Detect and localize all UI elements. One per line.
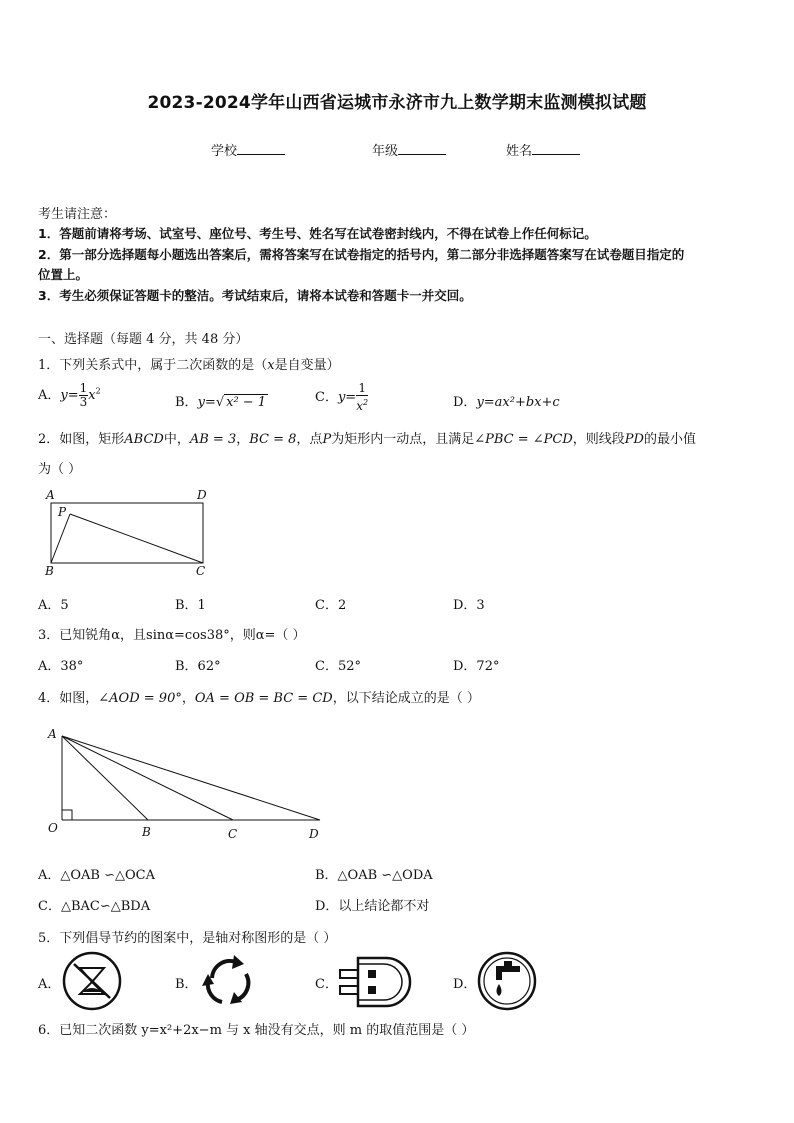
q5-option-a-hourglass-icon[interactable] xyxy=(60,950,124,1012)
q1-c-y: y= xyxy=(337,390,357,405)
q2-option-a[interactable]: A．5 xyxy=(38,598,69,613)
q4-pre: 4．如图， xyxy=(38,691,99,706)
q4-segment-ab xyxy=(62,736,148,820)
q1-stem-post: 是自变量） xyxy=(274,358,340,373)
q4-option-b[interactable]: B．△OAB ∽△ODA xyxy=(315,868,433,883)
q3-stem: 3．已知锐角α，且sinα=cos38°，则α=（ ） xyxy=(38,628,306,643)
q1-b-label: B． xyxy=(175,395,198,410)
q4-right-angle-mark xyxy=(62,810,72,820)
q4-post: ，以下结论成立的是（ ） xyxy=(332,691,480,706)
q1-d-expr: y=ax²+bx+c xyxy=(476,395,560,410)
q3-option-c[interactable]: C．52° xyxy=(315,659,361,674)
q1-d-label: D． xyxy=(453,395,477,410)
page-title: 2023-2024学年山西省运城市永济市九上数学期末监测模拟试题 xyxy=(147,93,647,113)
q1-option-b[interactable] xyxy=(175,391,268,410)
q1-b-sqrt-sign: √ xyxy=(215,395,225,410)
notice-heading: 考生请注意： xyxy=(38,207,117,222)
q1-a-frac xyxy=(79,382,89,409)
q2-sep1: ， xyxy=(236,432,250,447)
section1-heading: 一、选择题（每题 4 分，共 48 分） xyxy=(38,332,249,347)
grade-blank[interactable] xyxy=(398,142,446,155)
q1-a-exp: 2 xyxy=(95,386,101,396)
q6-stem: 6．已知二次函数 y=x²+2x−m 与 x 轴没有交点，则 m 的取值范围是（ ） xyxy=(38,1023,475,1038)
q2-option-b[interactable]: B．1 xyxy=(175,598,206,613)
q2-rectangle xyxy=(51,503,203,563)
q2-label-b: B xyxy=(45,564,54,578)
name-blank[interactable] xyxy=(532,142,580,155)
q2-label-a: A xyxy=(46,488,55,502)
q2-stem-line1 xyxy=(38,428,696,447)
q3-option-a[interactable]: A．38° xyxy=(38,659,84,674)
q5-option-b-label[interactable]: B． xyxy=(175,977,198,992)
q1-c-den-x: x xyxy=(356,399,363,413)
q1-c-num: 1 xyxy=(356,382,368,396)
q1-stem-var: x xyxy=(267,358,275,373)
q1-b-y: y= xyxy=(197,395,216,410)
notice-item-1: 1．答题前请将考场、试室号、座位号、考生号、姓名写在试卷密封线内，不得在试卷上作任何标记。 xyxy=(38,226,597,241)
q4-label-d: D xyxy=(309,827,319,841)
q4-option-a[interactable]: A．△OAB ∽△OCA xyxy=(38,868,156,883)
q1-a-den: 3 xyxy=(79,395,88,409)
q2-pd: PD xyxy=(624,432,644,447)
q2-label-d: D xyxy=(197,488,207,502)
q5-option-d-faucet-icon[interactable] xyxy=(474,950,540,1012)
q2-text-d: 为矩形内一动点，且满足 xyxy=(331,432,475,447)
q2-option-d[interactable]: D．3 xyxy=(453,598,485,613)
q2-rect: ABCD xyxy=(124,432,164,447)
q2-option-c[interactable]: C．2 xyxy=(315,598,347,613)
q1-b-radicand: x² − 1 xyxy=(226,395,267,410)
notice-item-3: 3．考生必须保证答题卡的整洁。考试结束后，请将本试卷和答题卡一并交回。 xyxy=(38,288,472,303)
q1-stem xyxy=(38,354,340,373)
q4-stem xyxy=(38,687,480,706)
q1-c-label: C． xyxy=(315,390,338,405)
q4-segment-ad xyxy=(62,736,320,820)
q3-option-d[interactable]: D．72° xyxy=(453,659,500,674)
q2-label-p: P xyxy=(58,505,67,519)
q2-text-c: ，点 xyxy=(296,432,323,447)
q4-option-c[interactable]: C．△BAC∽△BDA xyxy=(38,899,151,914)
q4-label-o: O xyxy=(48,821,58,835)
q1-option-c[interactable] xyxy=(315,382,368,413)
q2-text-f: 的最小值 xyxy=(643,432,696,447)
q5-stem: 5．下列倡导节约的图案中，是轴对称图形的是（ ） xyxy=(38,931,337,946)
q2-figure xyxy=(38,486,218,582)
school-field[interactable] xyxy=(211,140,285,159)
q1-option-d[interactable] xyxy=(453,391,560,410)
q4-figure xyxy=(38,722,338,844)
q5-option-b-recycle-icon[interactable] xyxy=(196,950,260,1012)
q2-text-e: ，则线段 xyxy=(572,432,625,447)
q2-stem-line2: 为（ ） xyxy=(38,462,82,477)
q4-label-a: A xyxy=(48,727,57,741)
q5-option-d-label[interactable]: D． xyxy=(453,977,477,992)
school-label: 学校 xyxy=(211,144,238,159)
q2-cond: ∠PBC = ∠PCD xyxy=(474,432,573,447)
q1-c-den xyxy=(356,396,368,413)
grade-field[interactable] xyxy=(372,140,446,159)
q2-label-c: C xyxy=(196,564,206,578)
name-field[interactable] xyxy=(506,140,580,159)
q1-a-num: 1 xyxy=(79,381,88,395)
q4-label-c: C xyxy=(228,827,238,841)
notice-item-2-cont: 位置上。 xyxy=(38,267,89,282)
q2-text-b: 中， xyxy=(163,432,190,447)
q1-a-y: y= xyxy=(60,388,79,403)
grade-label: 年级 xyxy=(372,144,399,159)
name-label: 姓名 xyxy=(506,144,533,159)
q4-sep: ， xyxy=(181,691,195,706)
q5-option-c-plug-icon[interactable] xyxy=(336,950,418,1012)
q4-eq: OA = OB = BC = CD xyxy=(194,691,333,706)
q4-option-d[interactable]: D．以上结论都不对 xyxy=(315,899,430,914)
q1-a-label: A． xyxy=(38,388,61,403)
q2-p: P xyxy=(322,432,332,447)
q3-option-b[interactable]: B．62° xyxy=(175,659,221,674)
q2-segment-pc xyxy=(70,514,203,563)
q2-segment-bp xyxy=(51,514,70,563)
q1-c-frac xyxy=(356,382,368,413)
q4-segment-ac xyxy=(62,736,233,820)
q2-ab: AB = 3 xyxy=(189,432,237,447)
q4-label-b: B xyxy=(142,825,151,839)
q1-a-x: x xyxy=(88,388,96,403)
q4-aod: ∠AOD = 90° xyxy=(98,691,182,706)
q5-option-a-label[interactable]: A． xyxy=(38,977,61,992)
q2-text-a: 2．如图，矩形 xyxy=(38,432,125,447)
q1-stem-pre: 1．下列关系式中，属于二次函数的是（ xyxy=(38,358,268,373)
q1-c-den-exp: 2 xyxy=(362,398,369,407)
q1-option-a[interactable] xyxy=(38,382,101,409)
notice-item-2: 2．第一部分选择题每小题选出答案后，需将答案写在试卷指定的括号内，第二部分非选择题答案写在试卷题目指定的 xyxy=(38,247,685,262)
q5-option-c-label[interactable]: C． xyxy=(315,977,338,992)
school-blank[interactable] xyxy=(237,142,285,155)
q2-bc: BC = 8 xyxy=(249,432,297,447)
